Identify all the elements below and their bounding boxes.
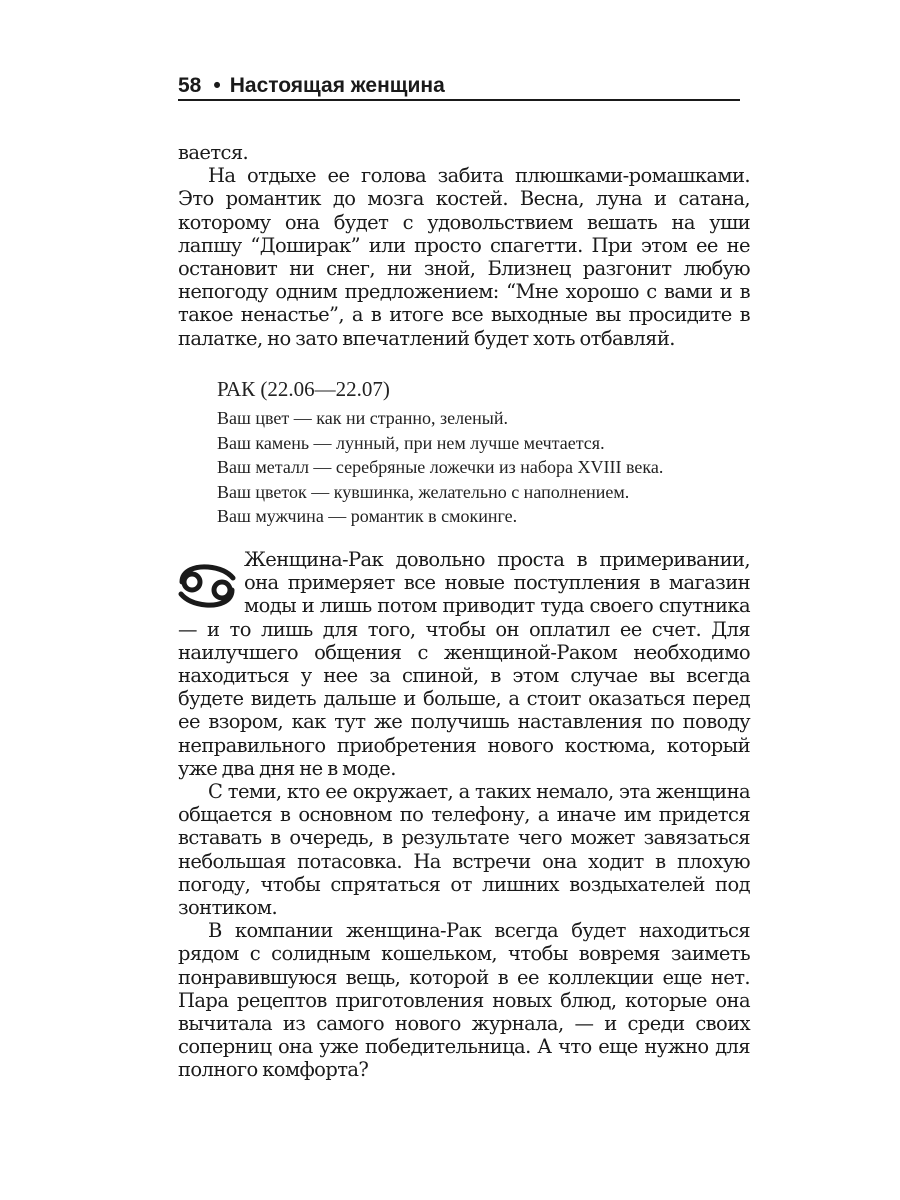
trait-color: Ваш цвет — как ни странно, зеленый. [217, 408, 508, 428]
trait-stone: Ваш камень — лунный, при нем лучше мечтается. [217, 432, 605, 453]
body-paragraph-2: С теми, кто ее окружает, а таких немало, эта женщина общается в основном по телефону, а иначе им придется вставать в очередь, в результате чего может завязаться небольшая потасовка. На встречи она ходит в плохую погоду, чтобы спрятаться от лишних воздыхателей под зонтиком. [178, 780, 750, 920]
intro-paragraph: На отдыхе ее голова забита плюшками-ромашками. Это романтик до мозга костей. Весна, луна и сатана, которому она будет с удовольствием вешать на уши лапшу “Доширак” или просто спагетти. При этом ее не остановит ни снег, ни зной, Близнец разгонит любую непогоду одним предложением: “Мне хорошо с вами и в такое ненастье”, а в итоге все выходные вы просидите в палатке, но зато впечатлений будет хоть отбавляй. [178, 164, 750, 350]
sign-traits-box [217, 376, 737, 529]
sign-title: РАК (22.06—22.07) [217, 377, 390, 401]
page-number: 58 [178, 74, 202, 97]
continuation-line: вается. [178, 141, 249, 164]
body-paragraph-3: В компании женщина-Рак всегда будет находиться рядом с солидным кошельком, чтобы вовремя заиметь понравившуюся вещь, которой в ее коллекции еще нет. Пара рецептов приготовления новых блюд, которые она вычитала из самого нового журнала, — и среди своих соперниц она уже победительница. А что еще нужно для полного комфорта? [178, 919, 750, 1082]
trait-flower: Ваш цветок — кувшинка, желательно с наполнением. [217, 481, 630, 502]
book-title: Настоящая женщина [229, 74, 445, 97]
trait-man: Ваш мужчина — романтик в смокинге. [217, 506, 518, 526]
intro-text [178, 141, 750, 350]
icon-text-wrap [178, 548, 244, 617]
header-separator: • [213, 74, 221, 97]
main-text [178, 548, 750, 1082]
running-header [178, 72, 740, 101]
trait-metal: Ваш металл — серебряные ложечки из набора XVIII века. [217, 457, 664, 477]
body-paragraph-1: Женщина-Рак довольно проста в примеривании, она примеряет все новые поступления в магазин моды и лишь потом приводит туда своего спутника — и то лишь для того, чтобы он оплатил ее счет. Для наилучшего общения с женщиной-Раком необходимо находиться у нее за спиной, в этом случае вы всегда будете видеть дальше и больше, а стоит оказаться перед ее взором, как тут же получишь наставления по поводу неправильного приобретения нового костюма, который уже два дня не в моде. [178, 548, 750, 780]
